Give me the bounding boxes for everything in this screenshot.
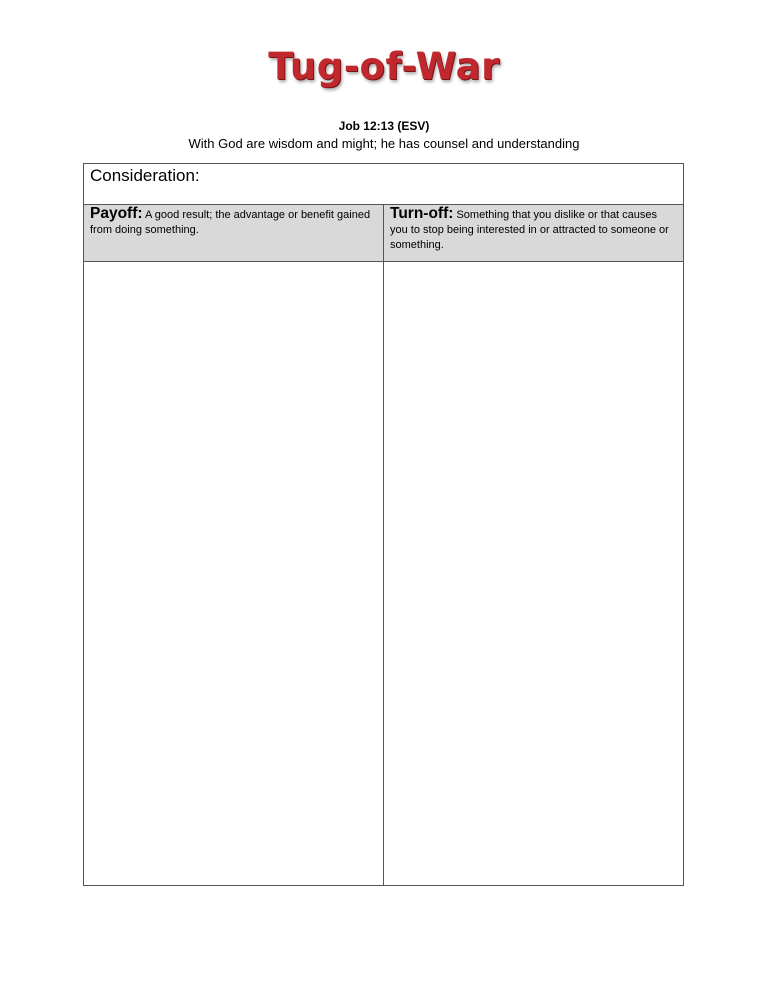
worksheet-table [83, 163, 684, 886]
payoff-term: Payoff: [90, 205, 143, 222]
payoff-header [84, 205, 384, 262]
payoff-writing-area[interactable] [84, 262, 384, 885]
payoff-definition: A good result; the advantage or benefit gained from doing something. [90, 209, 371, 236]
consideration-label: Consideration: [90, 166, 200, 185]
worksheet-title: Tug-of-War [268, 45, 500, 88]
turnoff-header [384, 205, 683, 262]
consideration-row[interactable] [84, 164, 683, 205]
turnoff-definition: Something that you dislike or that causes you to stop being interested in or attracted to someone or something. [390, 209, 669, 251]
scripture-verse: With God are wisdom and might; he has counsel and understanding [188, 136, 580, 151]
turnoff-writing-area[interactable] [384, 262, 683, 885]
scripture-reference: Job 12:13 (ESV) [338, 119, 430, 133]
turnoff-term: Turn-off: [390, 205, 454, 222]
